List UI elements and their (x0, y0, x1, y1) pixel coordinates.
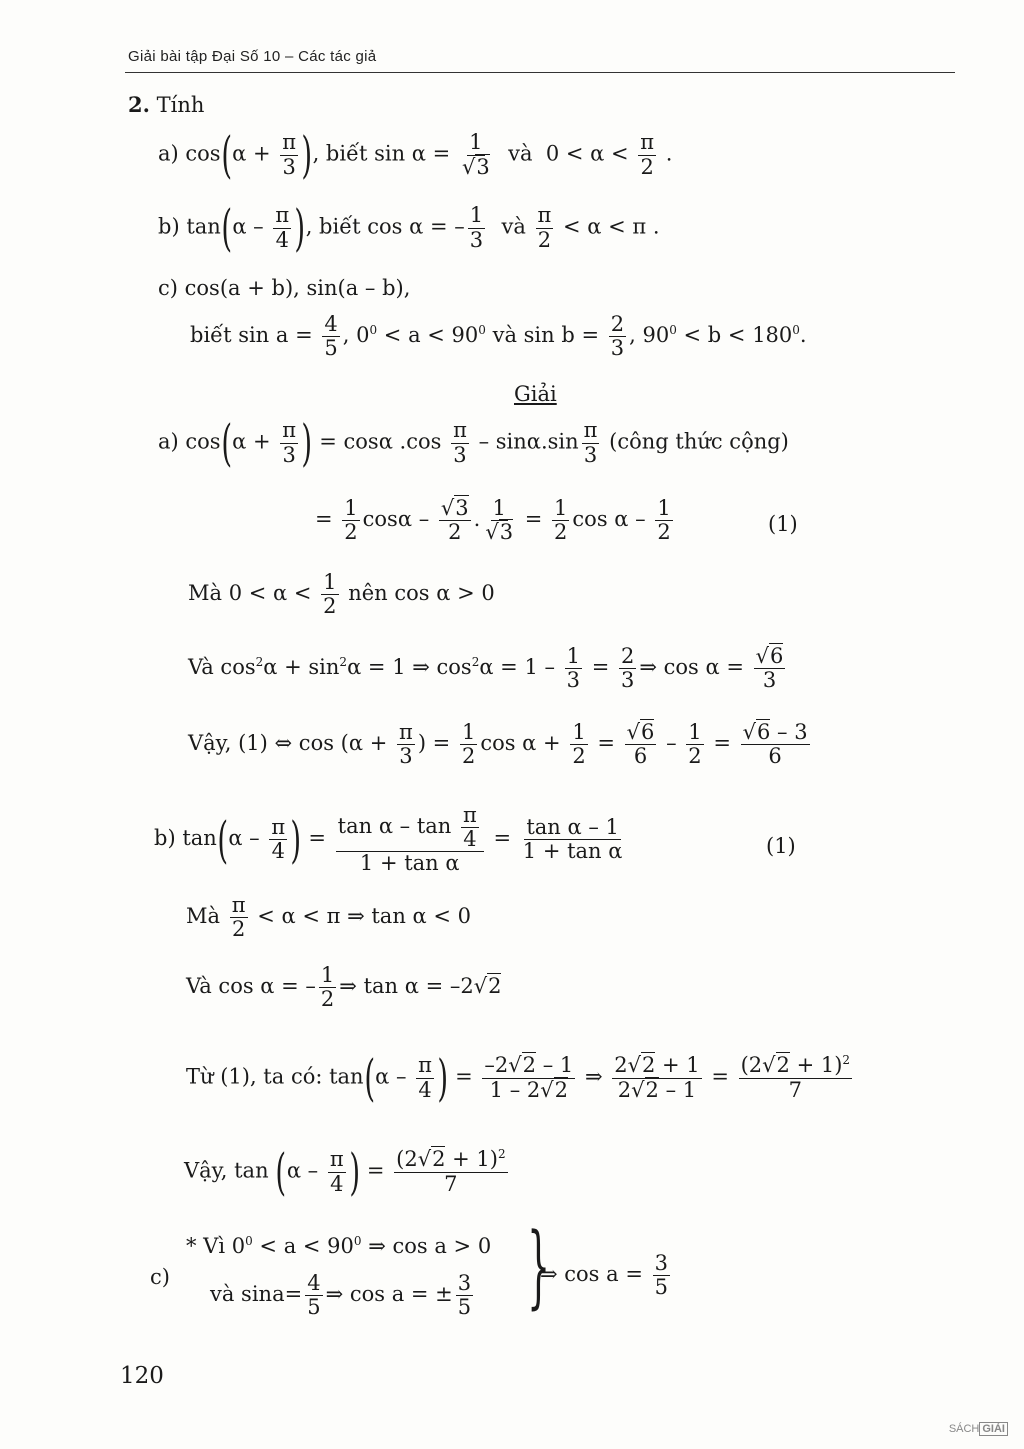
a-so: Vậy, (1) ⇔ cos (α + (188, 731, 388, 756)
b-and: Và cos α = – (186, 974, 316, 999)
a-since: Mà 0 < α < (188, 581, 312, 606)
problem-number: 2. (128, 92, 150, 117)
given-b: , biết cos α = – (305, 214, 465, 239)
a-since-tail: nên cos α > 0 (348, 581, 495, 606)
c-given-cond: < a < 90 (383, 323, 479, 348)
eq-tag-b: (1) (766, 834, 796, 858)
solution-a-line4: Và $\cos^2\alpha + \sin^2\alpha = 1$ ⇒ $\cos^2\alpha = 1$ – $\frac{1}{3}$ = $\frac{2}{3}$ ⇒ cos α = $\frac{√6}{3}$ (188, 644, 784, 693)
b-since: Mà (186, 904, 221, 929)
problem-c (158, 276, 410, 300)
c-given-range: , 90 (629, 323, 670, 348)
and-word-a: và (508, 141, 533, 166)
solution-heading: Giải (514, 382, 557, 406)
c-result: ⇒ cos a = (540, 1262, 643, 1287)
problem-c-line1: cos(a + b), sin(a – b), (184, 276, 411, 300)
b-so: Vậy, tan (184, 1158, 269, 1183)
and-word-b: và (501, 214, 526, 239)
solution-a-line5: Vậy, (1) ⇔ cos (α + $\frac{\pi}{3}$ ) = $\frac{1}{2}$ cos α + $\frac{1}{2}$ = $\frac{√6}{6}$ – $\frac{1}{2}$ = $\frac{√6 - 3}{6}$ (188, 720, 808, 769)
c-line1-c: ⇒ cos a > 0 (368, 1234, 492, 1258)
sol-label-b: b) (154, 826, 176, 851)
solution-c-result: ⇒ cos a = $\frac{3}{5}$ (540, 1251, 668, 1300)
brand-logo (949, 1423, 1008, 1435)
c-given-and: và sin b = (492, 323, 600, 348)
solution-b-line4: Từ (1), ta có: tan(α – $\frac{\pi}{4}$ ) = $\frac{-2√2 - 1}{1 - 2√2}$ ⇒ $\frac{2√2 + 1}{2√2 - 1}$ = $\frac{(2√2 + 1)^2}{7}$ (186, 1049, 851, 1107)
right-brace: } (527, 1214, 551, 1319)
given-a: , biết sin α = (312, 141, 451, 166)
c-given-end: < b < 180 (683, 323, 793, 348)
problem-a: a) cos(α + $\frac{\pi}{3}$ ), biết sin α = $\frac{1}{√3}$ và 0 < α < $\frac{\pi}{2}$ . (158, 126, 673, 184)
c-line2: và sina= (210, 1282, 303, 1307)
a-and: Và cos (188, 655, 256, 680)
solution-c-line2: và sina= $\frac{4}{5}$ ⇒ cos a = ± $\frac{3}{5}$ (210, 1271, 472, 1320)
problem-c-given: biết sin a = $\frac{4}{5}$ , $0^0 < a < 90^0$ và sin b = $\frac{2}{3}$ , $90^0 < b < 180^0$. (190, 312, 807, 361)
label-c: c) (158, 276, 178, 300)
running-header: Giải bài tập Đại Số 10 – Các tác giả (128, 48, 377, 65)
label-b: b) (158, 214, 180, 239)
solution-a-line2: = $\frac{1}{2}$ cosα – $\frac{√3}{2}$ . $\frac{1}{√3}$ = $\frac{1}{2}$ cos α – $\frac{1}{2}$ (315, 496, 671, 545)
c-line1: * Vì 0 (186, 1234, 246, 1258)
b-and-tail: ⇒ tan α = –2 (339, 974, 474, 999)
solution-c-line1: * Vì $0^0 < a < 90^0$ ⇒ cos a > 0 (186, 1234, 492, 1258)
header-rule (125, 72, 955, 73)
brand-text: SÁCH (948, 1423, 980, 1435)
c-given-mid: , 0 (342, 323, 370, 348)
sol-label-a: a) (158, 429, 179, 454)
b-from: Từ (1), ta có: tan (186, 1064, 364, 1089)
solution-b-line2: Mà $\frac{\pi}{2}$ < α < π ⇒ tan α < 0 (186, 893, 472, 942)
page-number: 120 (120, 1363, 164, 1389)
solution-a-line1: a) cos(α + $\frac{\pi}{3}$ ) = cosα .cos $\frac{\pi}{3}$ – sinα.sin $\frac{\pi}{3}$ (công thức cộng) (158, 414, 789, 472)
c-given-prefix: biết sin a = (190, 323, 313, 348)
c-line2-b: ⇒ cos a = ± (325, 1282, 453, 1307)
sol-label-c: c) (150, 1265, 170, 1289)
solution-a-line3: Mà 0 < α < $\frac{1}{2}$ nên cos α > 0 (188, 570, 495, 619)
solution-b-line5: Vậy, tan (α – $\frac{\pi}{4}$ ) = $\frac{(2√2 + 1)^2}{7}$ (184, 1143, 506, 1201)
brand-box: GIẢI (979, 1422, 1008, 1436)
problem-title: Tính (156, 93, 205, 117)
eq-tag-a: (1) (768, 512, 798, 536)
label-a: a) (158, 141, 179, 166)
c-line1-b: < a < 90 (259, 1234, 354, 1258)
formula-note: (công thức cộng) (609, 429, 789, 454)
b-since-tail: < α < π ⇒ tan α < 0 (257, 904, 472, 929)
problem-b: b) tan(α – $\frac{\pi}{4}$ ), biết cos α = – $\frac{1}{3}$ và $\frac{\pi}{2}$ < α < π . (158, 199, 660, 257)
solution-b-line1: b) tan(α – $\frac{\pi}{4}$ ) = tan α – tan $\frac{\pi}{4}$ 1 + tan α = $\frac{\text{tan α – 1}}{\text{1 + tan α}}$ (154, 803, 623, 876)
problem-heading (128, 92, 204, 117)
solution-b-line3: Và cos α = – $\frac{1}{2}$ ⇒ tan α = –2√2 (186, 963, 502, 1012)
